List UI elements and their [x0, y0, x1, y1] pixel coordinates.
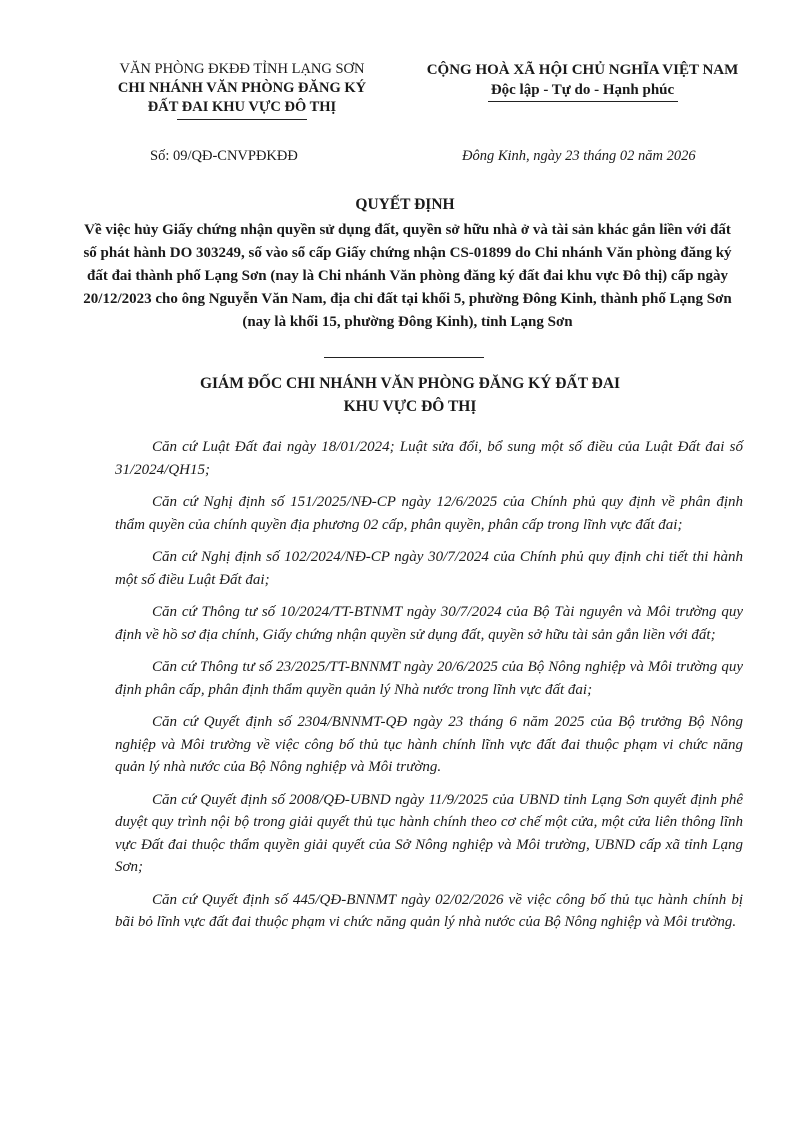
legal-basis-paragraph: Căn cứ Nghị định số 102/2024/NĐ-CP ngày 30/7/2024 của Chính phủ quy định chi tiết thi hành một số điều Luật Đất đai; [115, 549, 743, 588]
document-date: Đông Kinh, ngày 23 tháng 02 năm 2026 [462, 148, 696, 164]
authority-line-1: GIÁM ĐỐC CHI NHÁNH VĂN PHÒNG ĐĂNG KÝ ĐẤT ĐAI [199, 375, 621, 392]
issuing-agency-header [92, 60, 392, 120]
agency-line-2: CHI NHÁNH VĂN PHÒNG ĐĂNG KÝ [117, 80, 367, 96]
legal-basis-paragraph: Căn cứ Luật Đất đai ngày 18/01/2024; Luật sửa đổi, bổ sung một số điều của Luật Đất đai số 31/2024/QH15; [115, 439, 743, 478]
authority-heading [80, 372, 740, 418]
legal-basis-paragraph: Căn cứ Quyết định số 445/QĐ-BNNMT ngày 02/02/2026 về việc công bố thủ tục hành chính bị bãi bỏ lĩnh vực đất đai thuộc phạm vi chức năng quản lý nhà nước của Bộ Nông nghiệp và Môi trường. [115, 891, 743, 930]
document-number: Số: 09/QĐ-CNVPĐKĐĐ [150, 148, 298, 164]
agency-line-1: VĂN PHÒNG ĐKĐĐ TỈNH LẠNG SƠN [119, 61, 365, 77]
agency-line-3: ĐẤT ĐAI KHU VỰC ĐÔ THỊ [147, 99, 337, 115]
legal-basis-paragraph: Căn cứ Thông tư số 10/2024/TT-BTNMT ngày 30/7/2024 của Bộ Tài nguyên và Môi trường quy định về hồ sơ địa chính, Giấy chứng nhận quyền sử dụng đất, quyền sở hữu tài sản gắn liền với đất; [115, 604, 743, 643]
legal-basis-paragraph: Căn cứ Nghị định số 151/2025/NĐ-CP ngày 12/6/2025 của Chính phủ quy định về phân định thẩm quyền của chính quyền địa phương 02 cấp, phân quyền, phân cấp trong lĩnh vực đất đai; [115, 494, 743, 533]
motto-underline [488, 101, 678, 102]
national-title: CỘNG HOÀ XÃ HỘI CHỦ NGHĨA VIỆT NAM [426, 62, 739, 78]
document-title: QUYẾT ĐỊNH [355, 196, 455, 213]
legal-basis-section [115, 436, 743, 944]
document-subject: Về việc hủy Giấy chứng nhận quyền sử dụng đất, quyền sở hữu nhà ở và tài sản khác gắn liền với đất số phát hành DO 303249, số vào sổ cấp Giấy chứng nhận CS-01899 do Chi nhánh Văn phòng đăng ký đất đai thành phố Lạng Sơn (nay là Chi nhánh Văn phòng đăng ký đất đai khu vực Đô thị) cấp ngày 20/12/2023 cho ông Nguyễn Văn Nam, địa chỉ đất tại khối 5, phường Đông Kinh, thành phố Lạng Sơn (nay là khối 15, phường Đông Kinh), tỉnh Lạng Sơn [83, 222, 732, 330]
subject-underline [324, 357, 484, 358]
national-header [395, 60, 770, 102]
national-motto: Độc lập - Tự do - Hạnh phúc [490, 82, 675, 98]
legal-basis-paragraph: Căn cứ Quyết định số 2008/QĐ-UBND ngày 11/9/2025 của UBND tỉnh Lạng Sơn quyết định phê duyệt quy trình nội bộ trong giải quyết thủ tục hành chính theo cơ chế một cửa, một cửa liên thông lĩnh vực Đất đai thuộc thẩm quyền giải quyết của Sở Nông nghiệp và Môi trường, UBND cấp xã tỉnh Lạng Sơn; [115, 791, 743, 875]
legal-basis-paragraph: Căn cứ Quyết định số 2304/BNNMT-QĐ ngày 23 tháng 6 năm 2025 của Bộ trưởng Bộ Nông nghiệp và Môi trường về việc công bố thủ tục hành chính lĩnh vực đất đai thuộc phạm vi chức năng quản lý nhà nước của Bộ Nông nghiệp và Môi trường. [115, 714, 743, 775]
agency-underline [177, 119, 307, 120]
legal-basis-paragraph: Căn cứ Thông tư số 23/2025/TT-BNNMT ngày 20/6/2025 của Bộ Nông nghiệp và Môi trường quy định phân cấp, phân định thẩm quyền quản lý Nhà nước trong lĩnh vực đất đai; [115, 659, 743, 698]
authority-line-2: KHU VỰC ĐÔ THỊ [343, 398, 477, 415]
